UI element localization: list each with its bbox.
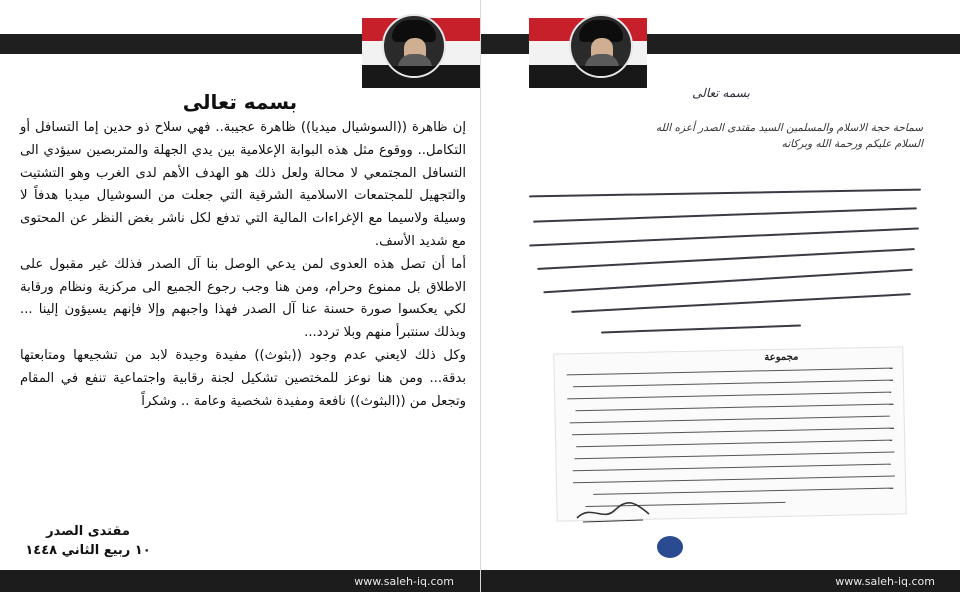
handwritten-letter-image [481, 0, 960, 570]
attached-note-heading: مجموعة [764, 351, 799, 364]
paragraph-3: وكل ذلك لايعني عدم وجود ((بثوث)) مفيدة وجيدة لابد من تشجيعها ومتابعتها بدقة... ومن هنا نوعز للمختصين تشكيل لجنة رقابية واجتماعية تنفع في المقام وتجعل من ((البثوث)) نافعة ومفيدة شخصية وعامة .. وشكراً [20, 347, 466, 409]
handwritten-scan-panel [480, 0, 960, 592]
handwritten-address: سماحة حجة الاسلام والمسلمين السيد مقتدى الصدر أعزه الله السلام عليكم ورحمة الله وبركاته [655, 122, 923, 150]
handwritten-title: بسمه تعالى [692, 86, 750, 100]
official-stamp [657, 536, 683, 558]
signature-date: ١٠ ربيع الثاني ١٤٤٨ [25, 543, 151, 558]
handwritten-signature-mark [573, 496, 653, 526]
paragraph-1: إن ظاهرة ((السوشيال ميديا)) ظاهرة عجيبة.. فهي سلاح ذو حدين إما التسافل أو التكامل.. ووقوع مثل هذه البوابة الإعلامية بين يدي الجهلة والمتربصين سيؤدي الى التسافل المجتمعي لا محالة ولعل ذلك هو الهدف الأهم لدى الغرب وهو التشتيت والتجهيل للمجتمعات الاسلامية الشرقية التي جعلت من السوشيال ميديا هدفاً لا وسيلة ولاسيما مع الإغراءات المالية التي تدفع لكل ناشر بغض النظر عن المحتوى مع شديد الأسف. [20, 120, 466, 249]
signature-block [18, 522, 158, 560]
portrait-avatar [382, 14, 446, 78]
document-title: بسمه تعالى [182, 90, 298, 114]
footer-band [0, 570, 480, 592]
footer-url: www.saleh-iq.com [354, 575, 454, 588]
footer-band [481, 570, 960, 592]
handwritten-body-lines [521, 186, 921, 346]
paragraph-2: أما أن تصل هذه العدوى لمن يدعي الوصل بنا آل الصدر فذلك غير مقبول على الاطلاق بل ممنوع وحرام، ومن هنا وجب رجوع الجميع الى مركزية ونظام ورقابة لكي يعكسوا صورة حسنة عنا آل الصدر فهذا واجبهم وإلا فإنهم يسيؤون إلينا ... وبذلك سنتبرأ منهم وبلا تردد... [20, 256, 466, 341]
signature-name: مقتدى الصدر [46, 524, 130, 539]
statement-body [20, 117, 466, 413]
footer-url: www.saleh-iq.com [835, 575, 935, 588]
